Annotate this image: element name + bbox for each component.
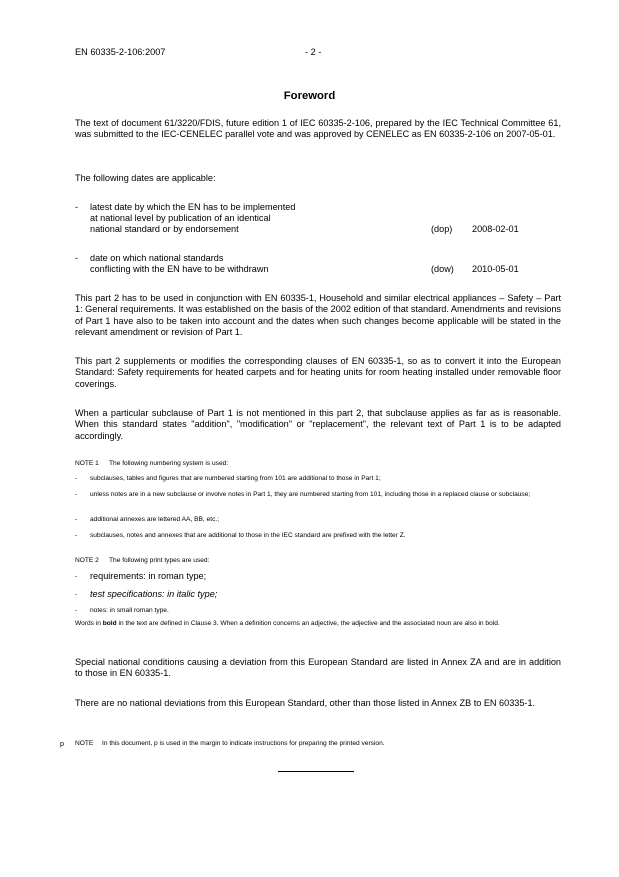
margin-marker: p (60, 739, 64, 748)
note2-item-roman: requirements: in roman type; (90, 571, 207, 581)
date-1-line-1: latest date by which the EN has to be implemented (90, 202, 296, 212)
page-title: Foreword (283, 90, 336, 102)
end-divider (278, 771, 354, 772)
note2-item-italic: test specifications: in italic type; (90, 589, 218, 599)
note1-item-1: subclauses, tables and figures that are numbered starting from 101 are additional to those in Part 1; (90, 475, 381, 482)
note1-text: The following numbering system is used: (109, 460, 229, 467)
bold-words-before: Words in (75, 620, 103, 627)
note2-label: NOTE 2 (75, 557, 99, 564)
note1-dash-1: - (75, 475, 78, 482)
margin-note-label: NOTE (75, 740, 94, 747)
note1-label: NOTE 1 (75, 460, 99, 467)
date-2-code: (dow) (431, 264, 454, 274)
part1-paragraph: This part 2 has to be used in conjunction with EN 60335-1, Household and similar electrical appliances – Safety – Part 1: General requirements. It was established on the basis of the 2002 edition of that standard. Amendments and revisions of Part 1 have also to be taken into account and the dates when such changes become applicable will be stated in the relevant amendment or revision of Part 1. (75, 293, 561, 337)
note1-dash-4: - (75, 532, 78, 539)
date-1-code: (dop) (431, 224, 453, 234)
date-2-line-2: conflicting with the EN have to be withdrawn (90, 264, 269, 274)
note2-item-small: notes: in small roman type. (90, 607, 169, 614)
date-1-line-2: at national level by publication of an identical (90, 213, 271, 223)
header-page-number: - 2 - (305, 47, 322, 57)
date-2-bullet: - (75, 253, 79, 263)
subclause-paragraph: When a particular subclause of Part 1 is not mentioned in this part 2, that subclause applies as far as is reasonable. When this standard states "addition", "modification" or "replacement", the relevant text of Part 1 is to be adapted accordingly. (75, 408, 561, 441)
bold-words-note (75, 620, 561, 629)
date-2-line-1: date on which national standards (90, 253, 224, 263)
note2-dash-1: - (75, 573, 78, 580)
bold-words-after: in the text are defined in Clause 3. When a definition concerns an adjective, the adjective and the associated noun are also in bold. (116, 620, 500, 627)
date-1-bullet: - (75, 202, 79, 212)
note2-text: The following print types are used: (109, 557, 210, 564)
note2-dash-3: - (75, 607, 78, 614)
note1-dash-3: - (75, 516, 78, 523)
note1-item-2: unless notes are in a new subclause or involve notes in Part 1, they are numbered starting from 101, including those in a replaced clause or subclause; (90, 491, 531, 498)
note2-dash-2: - (75, 591, 78, 598)
note1-item-4: subclauses, notes and annexes that are additional to those in the IEC standard are prefixed with the letter Z. (90, 532, 406, 539)
special-conditions-paragraph: Special national conditions causing a deviation from this European Standard are listed in Annex ZA and are in addition to those in EN 60335-1. (75, 657, 561, 679)
supplement-paragraph: This part 2 supplements or modifies the corresponding clauses of EN 60335-1, so as to convert it into the European Standard: Safety requirements for heated carpets and for heating units for room heating installed under removable floor coverings. (75, 356, 561, 389)
intro-paragraph: The text of document 61/3220/FDIS, future edition 1 of IEC 60335-2-106, prepared by the IEC Technical Committee 61, was submitted to the IEC-CENELEC parallel vote and was approved by CENELEC as EN 60335-2-106 on 2007-05-01. (75, 118, 561, 140)
margin-note-text: In this document, p is used in the margin to indicate instructions for preparing the printed version. (102, 740, 385, 747)
date-1-line-3: national standard or by endorsement (90, 224, 239, 234)
date-2-date: 2010-05-01 (472, 264, 519, 274)
note1-item-3: additional annexes are lettered AA, BB, etc.; (90, 516, 220, 523)
bold-words-bold: bold (102, 620, 117, 627)
date-1-date: 2008-02-01 (472, 224, 519, 234)
deviations-paragraph: There are no national deviations from this European Standard, other than those listed in Annex ZB to EN 60335-1. (75, 698, 536, 708)
dates-intro: The following dates are applicable: (75, 173, 216, 183)
header-doc-id: EN 60335-2-106:2007 (75, 47, 166, 57)
note1-dash-2: - (75, 491, 78, 498)
